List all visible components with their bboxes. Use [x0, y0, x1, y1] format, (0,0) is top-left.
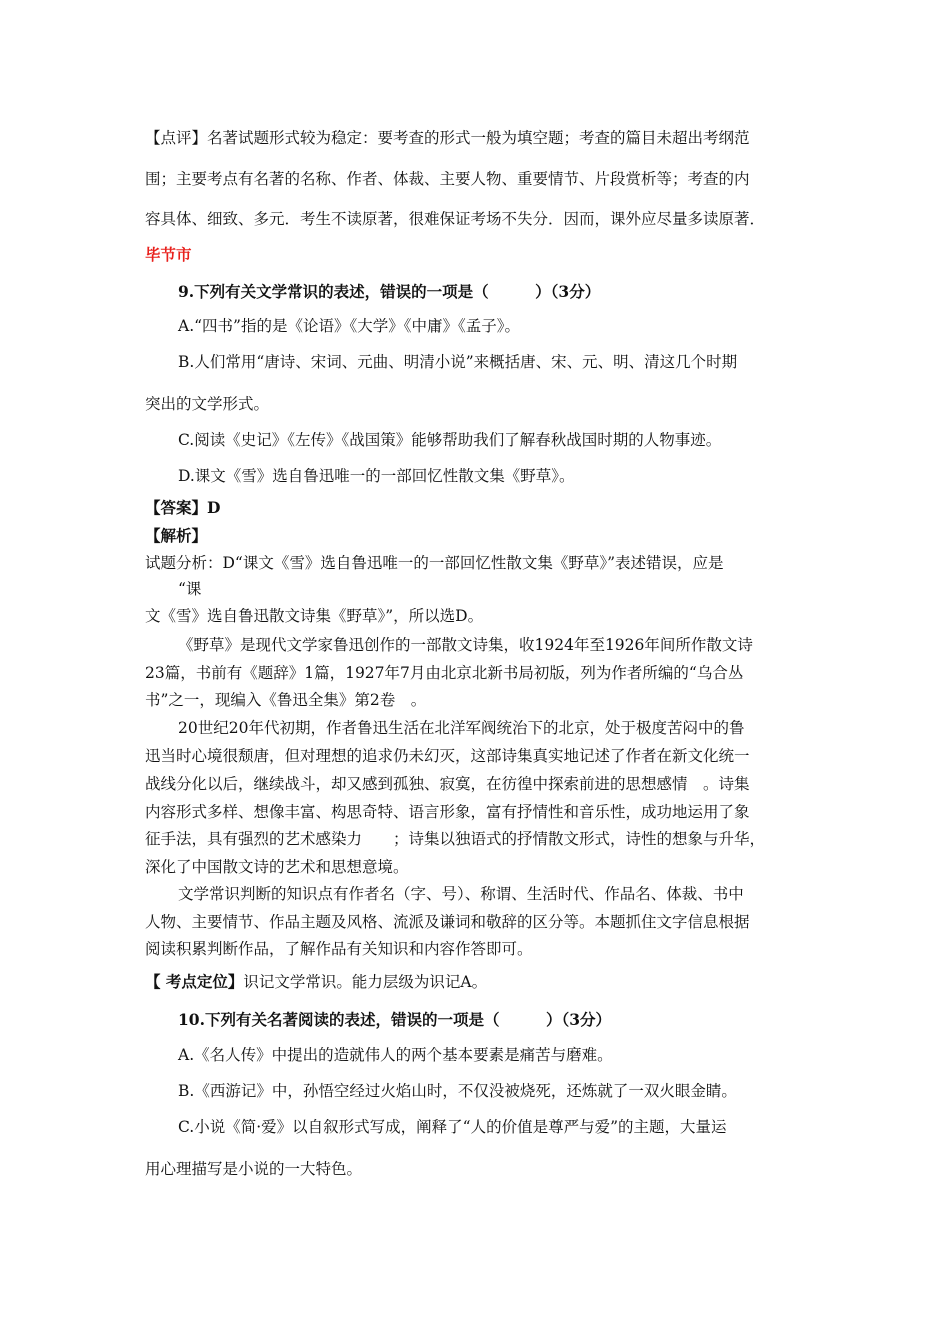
analysis-line-3: 文《雪》选自鲁迅散文诗集《野草》”，所以选D。: [145, 607, 484, 625]
key-point-text: 识记文学常识。能力层级为识记A。: [243, 973, 488, 991]
key-point-label: 【 考点定位】: [145, 972, 244, 991]
analysis-para-2-line-1: 20世纪20年代初期，作者鲁迅生活在北洋军阀统治下的北京，处于极度苦闷中的鲁: [178, 719, 745, 737]
analysis-para-2-line-4: 内容形式多样、想像丰富、构思奇特、语言形象，富有抒情性和音乐性，成功地运用了象: [145, 803, 750, 821]
question-9-option-b-line-2: 突出的文学形式。: [145, 395, 270, 413]
analysis-para-1-line-2: 23篇，书前有《题辞》1篇，1927年7月由北京北新书局初版，列为作者所编的“乌合丛: [145, 664, 744, 682]
question-10-option-a: A.《名人传》中提出的造就伟人的两个基本要素是痛苦与磨难。: [178, 1046, 613, 1064]
comment-line-1: 【点评】名著试题形式较为稳定：要考查的形式一般为填空题；考查的篇目未超出考纲范: [145, 129, 750, 147]
analysis-para-3-line-2: 人物、主要情节、作品主题及风格、流派及谦词和敬辞的区分等。本题抓住文字信息根据: [145, 913, 750, 931]
question-9-option-c: C.阅读《史记》《左传》《战国策》能够帮助我们了解春秋战国时期的人物事迹。: [178, 431, 722, 449]
analysis-para-2-line-5: 征手法，具有强烈的艺术感染力 ；诗集以独语式的抒情散文形式，诗性的想象与升华，: [145, 830, 766, 848]
comment-line-2: 围；主要考点有名著的名称、作者、体裁、主要人物、重要情节、片段赏析等；考查的内: [145, 170, 750, 188]
analysis-para-3-line-1: 文学常识判断的知识点有作者名（字、号）、称谓、生活时代、作品名、体裁、书中: [178, 885, 744, 903]
question-9-answer: 【答案】D: [145, 498, 221, 517]
comment-line-3: 容具体、细致、多元．考生不读原著，很难保证考场不失分．因而，课外应尽量多读原著．: [145, 210, 766, 228]
analysis-para-3-line-3: 阅读积累判断作品，了解作品有关知识和内容作答即可。: [145, 940, 533, 958]
question-9-analysis-title: 【解析】: [145, 526, 208, 545]
question-9-option-a: A.“四书”指的是《论语》《大学》《中庸》《孟子》。: [178, 317, 520, 335]
analysis-para-1-line-1: 《野草》是现代文学家鲁迅创作的一部散文诗集，收1924年至1926年间所作散文诗: [178, 636, 753, 654]
analysis-para-2-line-6: 深化了中国散文诗的艺术和思想意境。: [145, 858, 409, 876]
question-9-option-b-line-1: B.人们常用“唐诗、宋词、元曲、明清小说”来概括唐、宋、元、明、清这几个时期: [178, 353, 738, 371]
question-9-option-d: D.课文《雪》选自鲁迅唯一的一部回忆性散文集《野草》。: [178, 467, 575, 485]
question-10-option-c-line-2: 用心理描写是小说的一大特色。: [145, 1160, 363, 1178]
question-10-option-b: B.《西游记》中，孙悟空经过火焰山时，不仅没被烧死，还炼就了一双火眼金睛。: [178, 1082, 737, 1100]
city-heading: 毕节市: [145, 246, 192, 264]
analysis-line-1: 试题分析：D“课文《雪》选自鲁迅唯一的一部回忆性散文集《野草》”表述错误，应是: [145, 554, 724, 572]
analysis-para-1-line-3: 书”之一，现编入《鲁迅全集》第2卷 。: [145, 691, 427, 709]
key-point-line: [145, 974, 487, 991]
question-9-stem: 9.下列有关文学常识的表述，错误的一项是（ ）（3分）: [178, 282, 601, 301]
analysis-para-2-line-3: 战线分化以后，继续战斗，却又感到孤独、寂寞，在彷徨中探索前进的思想感情 。诗集: [145, 775, 750, 793]
question-10-option-c-line-1: C.小说《简·爱》以自叙形式写成，阐释了“人的价值是尊严与爱”的主题，大量运: [178, 1118, 727, 1136]
analysis-para-2-line-2: 迅当时心境很颓唐，但对理想的追求仍未幻灭，这部诗集真实地记述了作者在新文化统一: [145, 747, 750, 765]
question-10-stem: 10.下列有关名著阅读的表述，错误的一项是（ ）（3分）: [178, 1010, 612, 1029]
analysis-line-2: “课: [178, 580, 202, 598]
